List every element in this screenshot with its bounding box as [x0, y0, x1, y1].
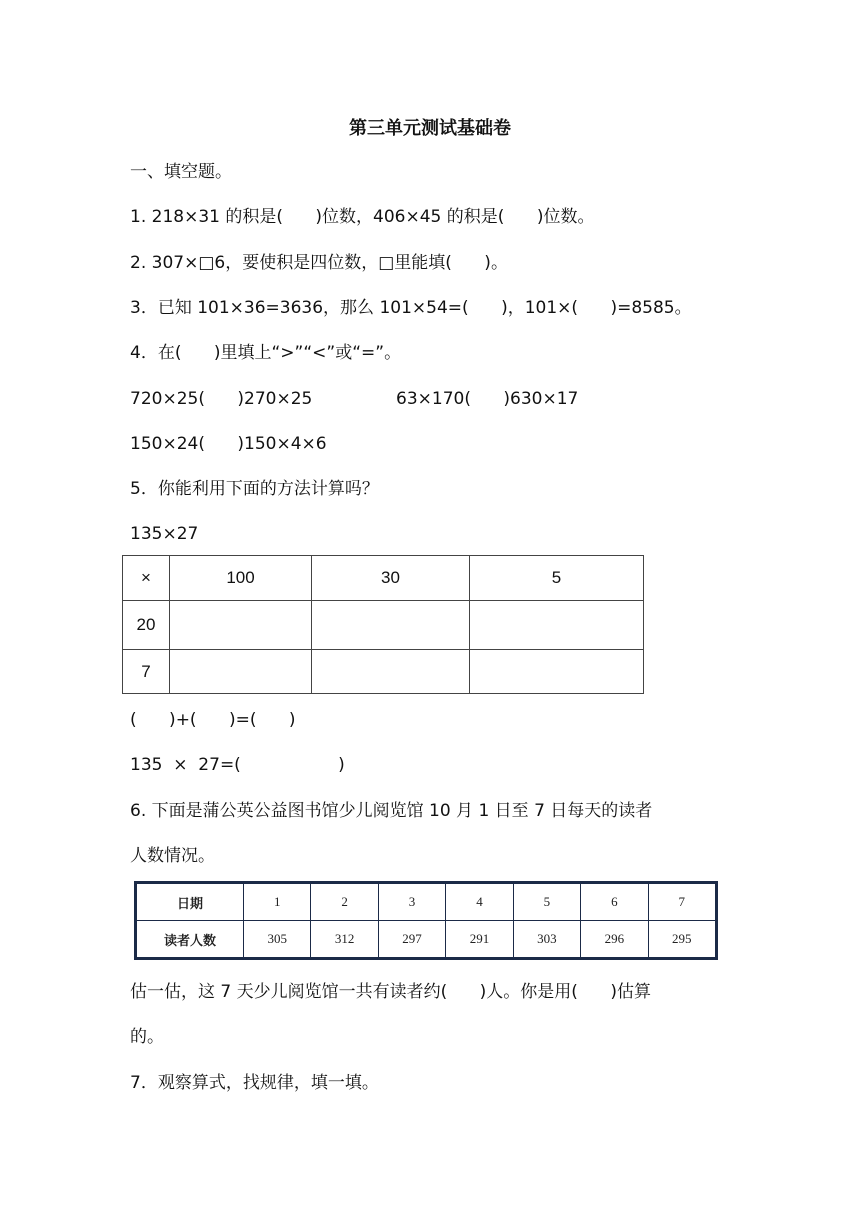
- question-4: 4．在( )里填上“>”“<”或“=”。: [130, 343, 402, 363]
- grid-answer-cell[interactable]: [312, 650, 470, 694]
- question-5-expression: 135×27: [130, 524, 199, 544]
- grid-header: 30: [312, 556, 470, 601]
- date-cell: 7: [648, 884, 715, 921]
- question-7: 7．观察算式，找规律，填一填。: [130, 1073, 379, 1093]
- date-cell: 2: [311, 884, 378, 921]
- question-4-item-a: 720×25( )270×25: [130, 389, 313, 409]
- grid-row-label: 20: [123, 601, 170, 650]
- question-5-sum: ( )+( )=( ): [130, 710, 296, 730]
- readers-table-row-label: 日期: [137, 884, 244, 921]
- page-title: 第三单元测试基础卷: [349, 118, 511, 139]
- question-5: 5．你能利用下面的方法计算吗？: [130, 479, 379, 499]
- question-3: 3．已知 101×36=3636，那么 101×54=( )，101×( )=8585。: [130, 298, 692, 318]
- date-cell: 1: [244, 884, 311, 921]
- grid-answer-cell[interactable]: [170, 601, 312, 650]
- readers-table: [134, 881, 718, 960]
- question-6-ask: 估一估，这 7 天少儿阅览馆一共有读者约( )人。你是用( )估算: [130, 982, 651, 1002]
- reader-count-cell: 297: [378, 921, 445, 958]
- readers-table-row-label: 读者人数: [137, 921, 244, 958]
- grid-corner: ×: [123, 556, 170, 601]
- reader-count-cell: 295: [648, 921, 715, 958]
- date-cell: 6: [581, 884, 648, 921]
- question-4-item-b: 63×170( )630×17: [396, 389, 579, 409]
- question-6-continued: 人数情况。: [130, 846, 215, 866]
- multiplication-grid: [122, 555, 644, 694]
- grid-header: 100: [170, 556, 312, 601]
- grid-answer-cell[interactable]: [470, 601, 644, 650]
- grid-row-label: 7: [123, 650, 170, 694]
- section-heading: 一、填空题。: [130, 162, 232, 182]
- question-5-result: 135 × 27=( ): [130, 755, 345, 775]
- date-cell: 4: [446, 884, 513, 921]
- reader-count-cell: 305: [244, 921, 311, 958]
- grid-answer-cell[interactable]: [470, 650, 644, 694]
- question-6: 6. 下面是蒲公英公益图书馆少儿阅览馆 10 月 1 日至 7 日每天的读者: [130, 801, 653, 821]
- question-4-item-c: 150×24( )150×4×6: [130, 434, 327, 454]
- reader-count-cell: 291: [446, 921, 513, 958]
- grid-answer-cell[interactable]: [312, 601, 470, 650]
- reader-count-cell: 296: [581, 921, 648, 958]
- reader-count-cell: 312: [311, 921, 378, 958]
- reader-count-cell: 303: [513, 921, 580, 958]
- grid-header: 5: [470, 556, 644, 601]
- grid-answer-cell[interactable]: [170, 650, 312, 694]
- question-2: 2. 307×□6，要使积是四位数，□里能填( )。: [130, 253, 508, 273]
- date-cell: 5: [513, 884, 580, 921]
- question-1: 1. 218×31 的积是( )位数，406×45 的积是( )位数。: [130, 207, 595, 227]
- date-cell: 3: [378, 884, 445, 921]
- question-6-ask-continued: 的。: [130, 1027, 164, 1047]
